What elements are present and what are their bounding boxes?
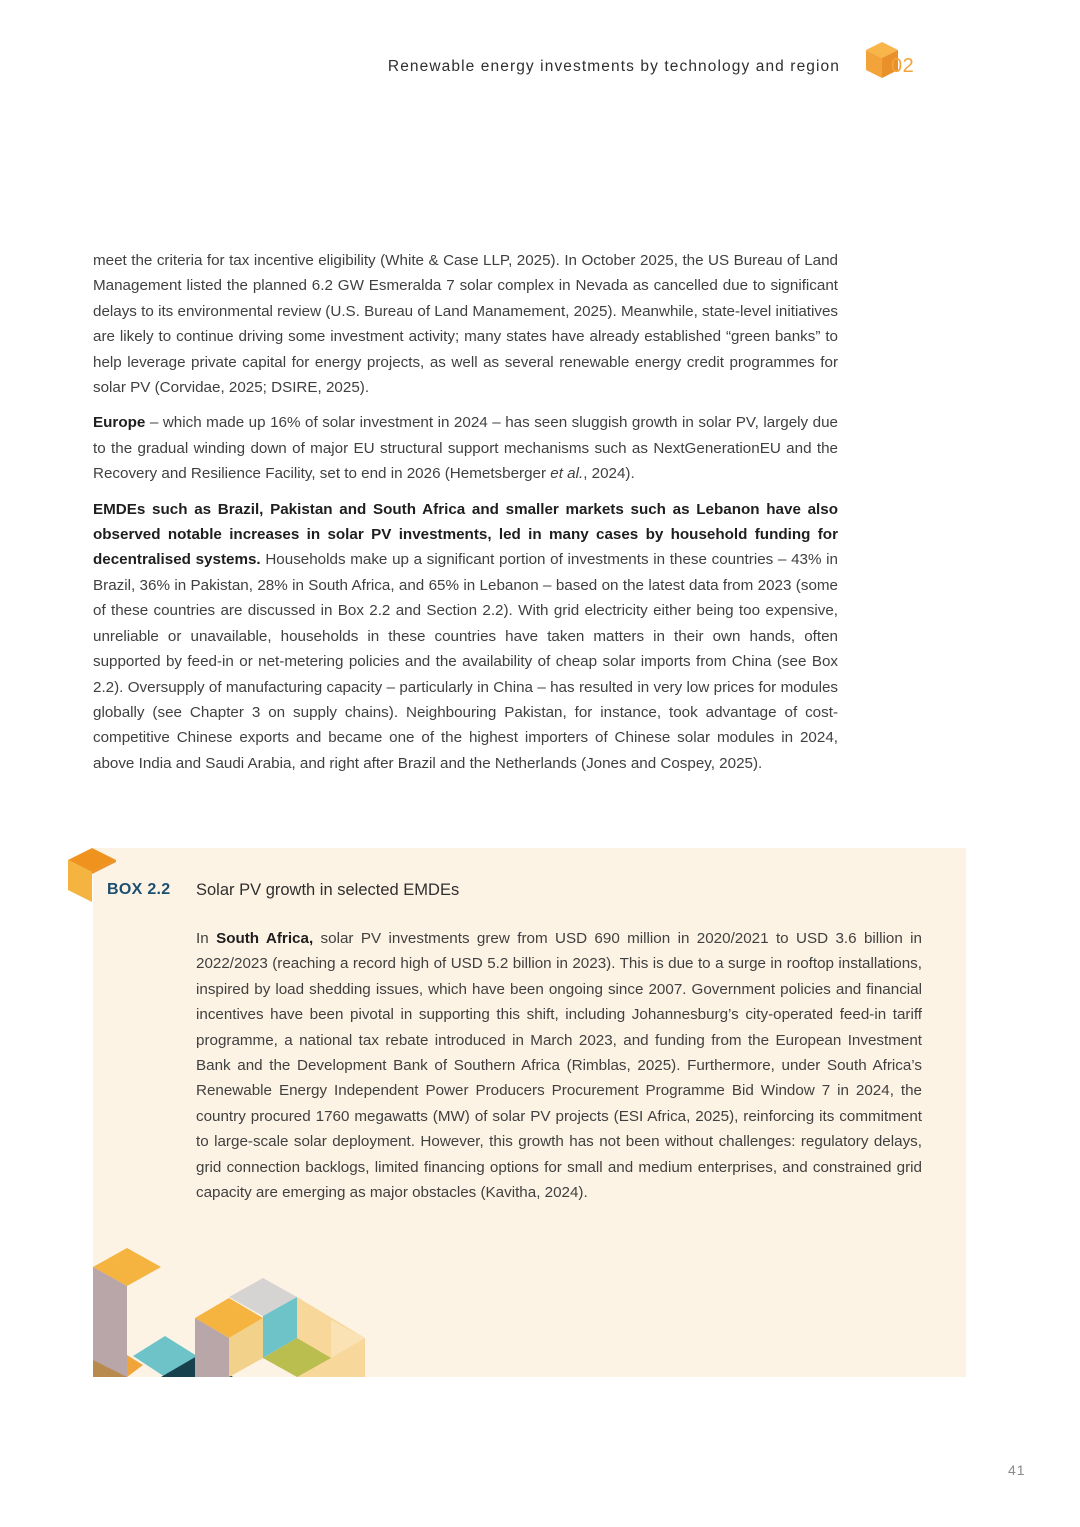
box-title: Solar PV growth in selected EMDEs: [196, 881, 460, 899]
paragraph-us-policy: [93, 248, 838, 400]
paragraph-europe: [93, 410, 838, 486]
paragraph-text: meet the criteria for tax incentive eligibility (White & Case LLP, 2025). In October 2025, the US Bureau of Land Management listed the planned 6.2 GW Esmeralda 7 solar complex in Nevada as cancelled due to significant delays to its environmental review (U.S. Bureau of Land Manamement, 2025). Meanwhile, state-level initiatives are likely to continue driving some investment activity; many states have already established “green banks” to help leverage private capital for energy projects, as well as several renewable energy credit programmes for solar PV (Corvidae, 2025; DSIRE, 2025).: [93, 252, 838, 397]
paragraph-italic: et al.: [550, 465, 584, 483]
box-intro: In: [196, 930, 217, 947]
running-header-title: Renewable energy investments by technology and region: [387, 58, 840, 75]
box-lead: South Africa,: [216, 930, 314, 947]
paragraph-text-end: , 2024).: [583, 465, 635, 483]
decorative-cubes-illustration: [93, 1240, 368, 1377]
paragraph-emdes: [93, 497, 838, 776]
paragraph-text: Households make up a significant portion of investments in these countries – 43% in Brazil, 36% in Pakistan, 28% in South Africa, and 65% in Lebanon – based on the latest data from 2023 (some of these countries are discussed in Box 2.2 and Section 2.2). With grid electricity either being too expensive, unreliable or unavailable, households in these countries have taken matters in their own hands, often supported by feed-in or net-metering policies and the availability of cheap solar imports from China (see Box 2.2). Oversupply of manufacturing capacity – particularly in China – has resulted in very low prices for modules globally (see Chapter 3 on supply chains). Neighbouring Pakistan, for instance, took advantage of cost-competitive Chinese exports and became one of the highest importers of Chinese solar modules in 2024, above India and Saudi Arabia, and right after Brazil and the Netherlands (Jones and Cospey, 2025).: [93, 551, 839, 772]
body-text: [93, 248, 838, 786]
box-text: solar PV investments grew from USD 690 million in 2020/2021 to USD 3.6 billion in 2022/2023 (reaching a record high of USD 5.2 billion in 2023). This is due to a surge in rooftop installations, inspired by load shedding issues, which have been ongoing since 2007. Government policies and financial incentives have been pivotal in supporting this shift, including Johannesburg’s city-operated feed-in tariff programme, a national tax rebate introduced in March 2023, and funding from the European Investment Bank and the Development Bank of Southern Africa (Rimblas, 2025). Furthermore, under South Africa’s Renewable Energy Independent Power Producers Procurement Programme Bid Window 7 in 2024, the country procured 1760 megawatts (MW) of solar PV projects (ESI Africa, 2025), reinforcing its commitment to large-scale solar deployment. However, this growth has not been without challenges: regulatory delays, grid connection backlogs, limited financing options for small and medium enterprises, and constrained grid capacity are emerging as major obstacles (Kavitha, 2024).: [196, 930, 922, 1202]
paragraph-lead: Europe: [93, 414, 146, 432]
paragraph-lead: EMDEs such as Brazil, Pakistan and South Africa and smaller markets such as Lebanon have also observed notable increases in solar PV investments, led in many cases by household funding for decentralised systems.: [93, 500, 838, 569]
box-body-text: [196, 926, 922, 1205]
box-label: BOX 2.2: [107, 881, 171, 898]
page-number: 41: [1008, 1462, 1026, 1478]
chapter-number: 02: [891, 55, 915, 77]
paragraph-text: – which made up 16% of solar investment in 2024 – has seen sluggish growth in solar PV, largely due to the gradual winding down of major EU structural support mechanisms such as NextGenerationEU and the Recovery and Resilience Facility, set to end in 2026 (Hemetsberger: [93, 414, 838, 483]
